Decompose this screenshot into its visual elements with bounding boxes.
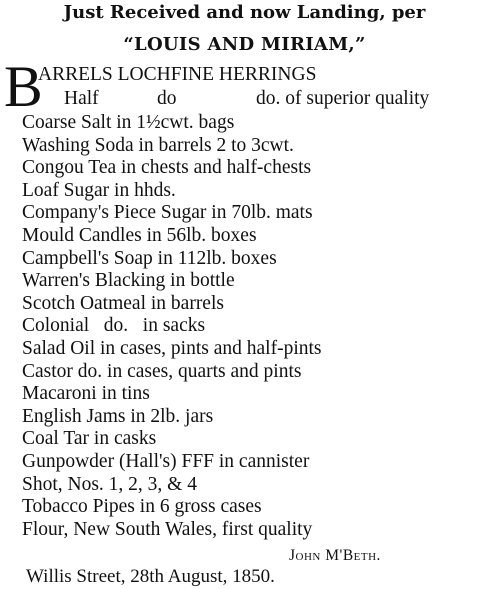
merchant-signature: John M'Beth. xyxy=(289,547,381,564)
second-item-ditto: do xyxy=(157,88,177,109)
list-item: English Jams in 2lb. jars xyxy=(22,405,214,427)
second-item-quality: do. of superior quality xyxy=(256,88,430,109)
list-item: Warren's Blacking in bottle xyxy=(22,270,235,292)
first-item-line: ARRELS LOCHFINE HERRINGS xyxy=(38,64,317,85)
list-item: Shot, Nos. 1, 2, 3, & 4 xyxy=(22,473,197,495)
item-list xyxy=(22,113,322,542)
list-item: Colonial do. in sacks xyxy=(22,315,206,337)
second-item-half: Half xyxy=(64,88,99,109)
list-item: Campbell's Soap in 112lb. boxes xyxy=(22,247,277,269)
list-item: Tobacco Pipes in 6 gross cases xyxy=(22,496,262,518)
drop-cap: B xyxy=(4,54,43,119)
list-item: Loaf Sugar in hhds. xyxy=(22,179,176,201)
list-item: Castor do. in cases, quarts and pints xyxy=(22,360,302,382)
heading-ship-name: “LOUIS AND MIRIAM,” xyxy=(123,34,366,55)
list-item: Coal Tar in casks xyxy=(22,428,157,450)
list-item: Salad Oil in cases, pints and half-pints xyxy=(22,337,322,359)
heading-received: Just Received and now Landing, per xyxy=(63,2,426,23)
list-item: Congou Tea in chests and half-chests xyxy=(22,157,312,179)
list-item: Company's Piece Sugar in 70lb. mats xyxy=(22,202,313,224)
list-item: Gunpowder (Hall's) FFF in cannister xyxy=(22,450,310,472)
second-item-line xyxy=(64,89,429,109)
list-item: Scotch Oatmeal in barrels xyxy=(22,292,224,314)
list-item: Coarse Salt in 1½cwt. bags xyxy=(22,112,235,133)
list-item: Flour, New South Wales, first quality xyxy=(22,518,313,540)
list-item: Washing Soda in barrels 2 to 3cwt. xyxy=(22,134,294,156)
list-item: Mould Candles in 56lb. boxes xyxy=(22,224,257,246)
list-item: Macaroni in tins xyxy=(22,383,150,405)
dateline: Willis Street, 28th August, 1850. xyxy=(26,566,275,587)
